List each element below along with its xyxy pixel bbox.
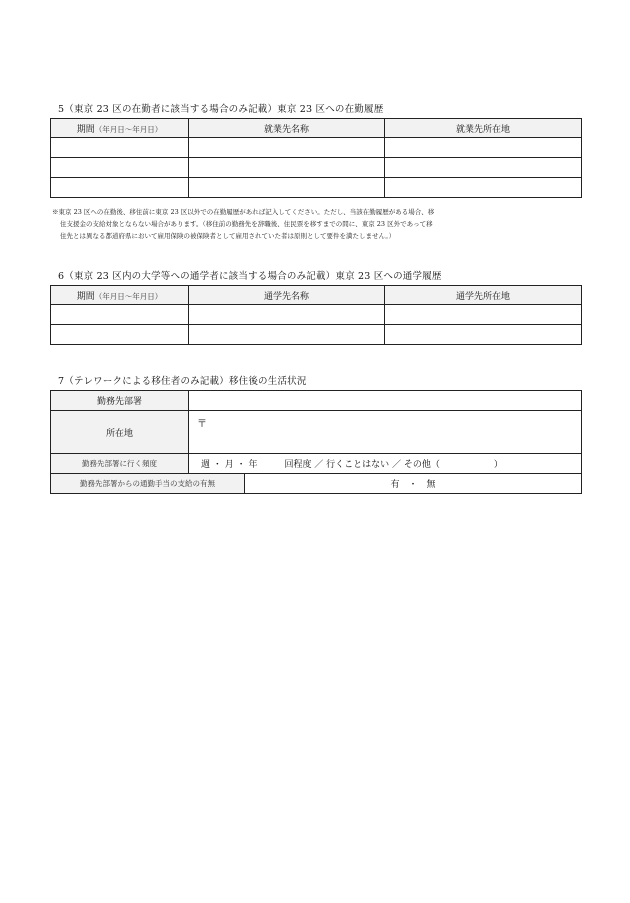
frequency-label: 勤務先部署に行く頻度 xyxy=(51,454,189,474)
period-cell[interactable] xyxy=(51,158,189,178)
location-field[interactable] xyxy=(189,411,582,454)
school-name-header: 通学先名称 xyxy=(189,286,385,305)
allowance-options[interactable]: 有 ・ 無 xyxy=(245,474,582,494)
table-row xyxy=(51,178,582,198)
workplace-address-cell[interactable] xyxy=(385,178,582,198)
dept-field[interactable] xyxy=(189,391,582,411)
school-address-cell[interactable] xyxy=(385,305,582,325)
location-label: 所在地 xyxy=(51,411,189,454)
school-address-cell[interactable] xyxy=(385,325,582,345)
section7-table xyxy=(50,390,582,494)
workplace-address-cell[interactable] xyxy=(385,138,582,158)
period-cell[interactable] xyxy=(51,178,189,198)
frequency-field[interactable]: 週 ・ 月 ・ 年 回程度 ／ 行くことはない ／ その他（ ） xyxy=(189,454,582,474)
section5-note: ※東京 23 区への在勤後、移住前に東京 23 区以外での在勤履歴があれば記入してください。ただし、当該在勤履歴がある場合、移 住支援金の支給対象とならない場合があります。（移住前の勤務先を辞職後、住民票を移すまでの間に、東京 23 区外であって移 住先とは異なる都道府県において雇用保険の被保険者として雇用されていた者は原則として要件を満たしません。） xyxy=(52,208,435,240)
workplace-name-cell[interactable] xyxy=(189,178,385,198)
period-cell[interactable] xyxy=(51,325,189,345)
table-row xyxy=(51,305,582,325)
table-row xyxy=(51,158,582,178)
workplace-address-header: 就業先所在地 xyxy=(385,119,582,138)
period-cell[interactable] xyxy=(51,138,189,158)
period-cell[interactable] xyxy=(51,305,189,325)
section7-title: 7（テレワークによる移住者のみ記載）移住後の生活状況 xyxy=(58,376,307,387)
school-name-cell[interactable] xyxy=(189,305,385,325)
workplace-name-header: 就業先名称 xyxy=(189,119,385,138)
allowance-label: 勤務先部署からの通勤手当の支給の有無 xyxy=(51,474,245,494)
section6-table xyxy=(50,285,582,345)
school-address-header: 通学先所在地 xyxy=(385,286,582,305)
table-row xyxy=(51,138,582,158)
postal-mark: 〒 xyxy=(197,419,207,430)
section5-table xyxy=(50,118,582,198)
section5-title: 5（東京 23 区の在勤者に該当する場合のみ記載）東京 23 区への在勤履歴 xyxy=(58,104,384,115)
period-header: 期間（年月日～年月日） xyxy=(51,119,189,138)
workplace-name-cell[interactable] xyxy=(189,158,385,178)
workplace-address-cell[interactable] xyxy=(385,158,582,178)
workplace-name-cell[interactable] xyxy=(189,138,385,158)
dept-label: 勤務先部署 xyxy=(51,391,189,411)
school-name-cell[interactable] xyxy=(189,325,385,345)
table-row xyxy=(51,325,582,345)
section6-title: 6（東京 23 区内の大学等への通学者に該当する場合のみ記載）東京 23 区への通学履歴 xyxy=(58,271,442,282)
period-header: 期間（年月日～年月日） xyxy=(51,286,189,305)
